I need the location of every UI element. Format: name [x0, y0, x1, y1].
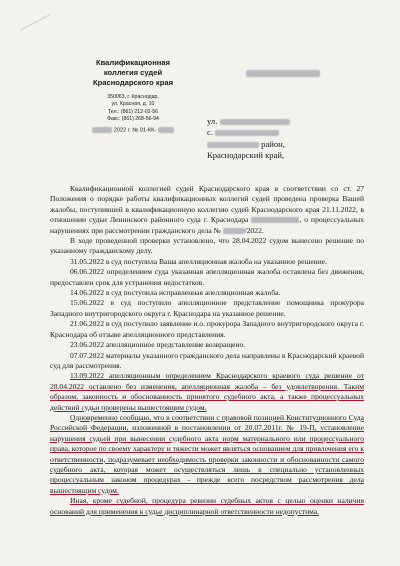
paragraph-9: 07.07.2022 материалы указанного гражданского дела направлены в Краснодарский краевой суд для рассмотрения.	[50, 350, 364, 370]
address-line-1: 350063, г. Краснодар,	[107, 94, 159, 100]
recipient-region: Краснодарский край,	[207, 149, 285, 160]
paragraph-3: 31.05.2022 в суд поступила Ваша апелляционная жалоба на указанное решение.	[70, 256, 327, 266]
recipient-street: ул.	[207, 116, 290, 127]
redaction	[215, 130, 279, 136]
pencil-mark	[20, 14, 50, 31]
redaction	[223, 228, 245, 234]
redaction	[220, 119, 290, 125]
paragraph-12-highlighted: Иная, кроме судебной, процедура ревизии судебных актов с целью оценки наличия оснований для применения к судье дисциплинарной ответственности недопустима.	[50, 496, 364, 516]
paragraph-4: 06.06.2022 определением суда указанная апелляционная жалоба оставлена без движения, предоставлен срок для устранения недостатков.	[50, 267, 364, 287]
recipient-name-redaction	[246, 70, 320, 77]
redaction	[158, 127, 174, 133]
paragraph-5: 14.06.2022 в суд поступила исправленная апелляционная жалоба.	[70, 288, 281, 298]
paragraph-8: 23.06.2022 апелляционное представление возвращено.	[70, 340, 246, 350]
recipient-district: район,	[207, 139, 290, 150]
outgoing-number	[78, 127, 188, 133]
org-title-line-3: Краснодарского края	[93, 78, 173, 87]
address-line-2: ул. Красная, д. 10	[111, 101, 155, 108]
paragraph-1: Квалификационной коллегией судей Краснодарского края в соответствии со ст. 27 Положения о порядке работы квалификационных коллегий судей проведена проверка Вашей жалобы, поступившей в квалификационную коллегию судей Краснодарского края 21.11.2022, в отношении судьи Ленинского районного суда г. Краснодара , о процессуальных нарушениях при рассмотрении гражданского дела № /2022.	[50, 184, 364, 235]
redaction	[207, 142, 259, 148]
phone-line: Тел.: (861) 212-02-56	[107, 108, 159, 115]
paragraph-11-highlighted: Одновременно сообщаю, что в соответствии с правовой позицией Конституционного Суда Российской Федерации, изложенной в постановлении от 20.07.2011г. № 19-П, установление нарушения судьей при вынесении судебного акта норм материального или процессуального права, которое по своему характеру и тяжести может являться основанием для привлечения его к ответственности, подразумевает необходимость проверки законности и обоснованности самого судебного акта, которая может осуществляться лишь в специально установленных процессуальным законом процедурах - прежде всего посредством рассмотрения дела вышестоящим судом.	[50, 412, 364, 495]
letter-body	[50, 184, 364, 517]
redaction	[92, 127, 112, 133]
paragraph-7: 21.06.2022 в суд поступило заявление и.о. прокурора Западного внутригородского округа г. Краснодара об отзыве апелляционного представления.	[50, 319, 364, 339]
fax-line: Факс: (861) 268-56-94	[107, 116, 159, 123]
org-title-line-1: Квалификационная	[95, 58, 171, 67]
outgoing-date-number: 2022 г. № 01-КК-	[113, 127, 157, 134]
org-header	[78, 58, 188, 133]
recipient-city: с.	[207, 127, 290, 138]
org-title-line-2: коллегия судей	[103, 68, 163, 77]
redaction	[251, 217, 299, 223]
paragraph-6: 15.06.2022 в суд поступило апелляционное представление помощника прокурора Западного внутригородского округа г. Краснодара на указанное решение.	[50, 298, 364, 318]
org-address	[78, 94, 188, 124]
paragraph-2: В ходе проведенной проверки установлено, что 28.04.2022 судом вынесено решение по указанному гражданскому делу.	[50, 236, 364, 256]
recipient-address	[207, 116, 290, 161]
paragraph-10-highlighted: 13.09.2022 апелляционным определением Краснодарского краевого суда решение от 28.04.2022 оставлено без изменения, апелляционная жалоба – без удовлетворения. Таким образом, законность и обоснованность принятого судебного акта, а также процессуальных действий судьи проверены вышестоящим судом.	[50, 371, 364, 412]
